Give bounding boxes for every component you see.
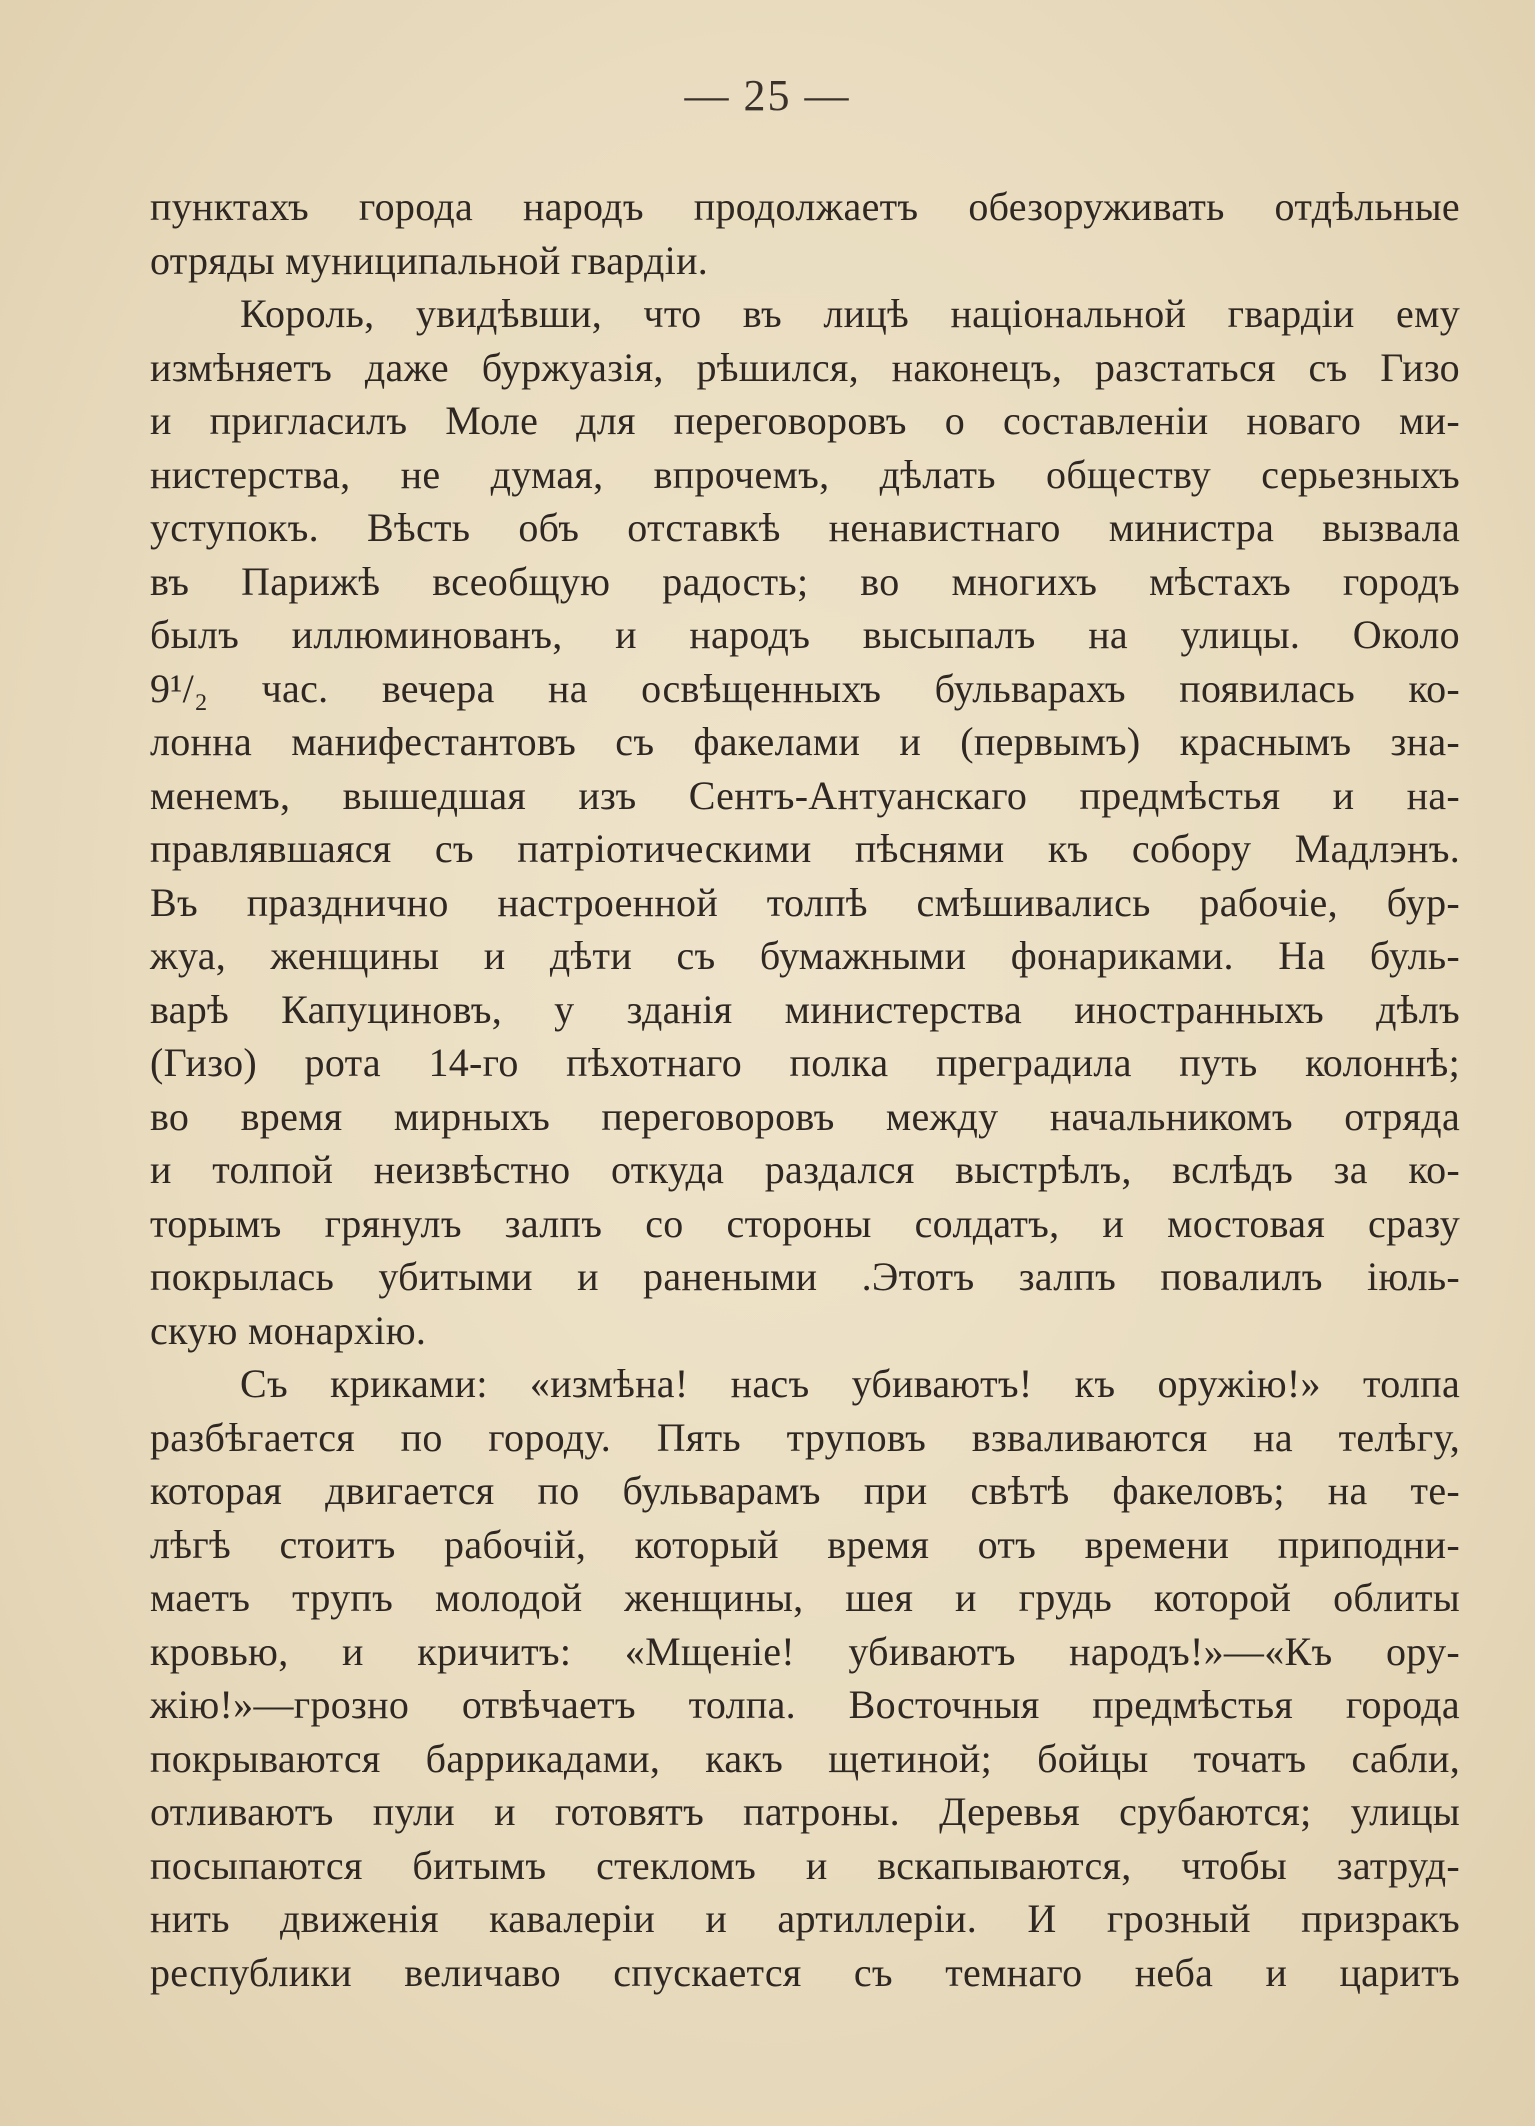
text-line: нить движенія кавалеріи и артиллеріи. И грозный призракъ: [150, 1896, 1460, 1941]
text-line: кровью, и кричитъ: «Мщеніе! убиваютъ народъ!»—«Къ ору-: [150, 1628, 1460, 1674]
text-line: отряды муниципальной гвардіи.: [150, 237, 709, 283]
text-line: измѣняетъ даже буржуазія, рѣшился, наконецъ, разстаться съ Гизо: [150, 344, 1460, 390]
text-line: маетъ трупъ молодой женщины, шея и грудь которой облиты: [150, 1575, 1460, 1620]
text-line: менемъ, вышедшая изъ Сентъ-Антуанскаго предмѣстья и на-: [150, 772, 1460, 818]
text-line: пунктахъ города народъ продолжаетъ обезоруживать отдѣльные: [150, 184, 1460, 229]
text-line: 9¹/₂ час. вечера на освѣщенныхъ бульварахъ появилась ко-: [150, 665, 1460, 711]
text-line: Король, увидѣвши, что въ лицѣ національной гвардіи ему: [240, 291, 1460, 336]
body-text: [150, 180, 1460, 1999]
text-line: республики величаво спускается съ темнаго неба и царитъ: [150, 1949, 1460, 1995]
text-line: лѣгѣ стоитъ рабочій, который время отъ времени приподни-: [150, 1521, 1460, 1567]
text-line: торымъ грянулъ залпъ со стороны солдатъ, и мостовая сразу: [150, 1200, 1460, 1246]
text-line: нистерства, не думая, впрочемъ, дѣлать обществу серьезныхъ: [150, 451, 1460, 497]
text-line: покрываются баррикадами, какъ щетиной; бойцы точатъ сабли,: [150, 1735, 1460, 1781]
text-line: во время мирныхъ переговоровъ между начальникомъ отряда: [150, 1093, 1460, 1139]
text-line: правлявшаяся съ патріотическими пѣснями къ собору Мадлэнъ.: [150, 826, 1460, 871]
text-line: отливаютъ пули и готовятъ патроны. Деревья срубаются; улицы: [150, 1789, 1460, 1834]
text-line: Съ криками: «измѣна! насъ убиваютъ! къ оружію!» толпа: [240, 1361, 1460, 1406]
text-line: покрылась убитыми и ранеными .Этотъ залпъ повалилъ іюль-: [150, 1254, 1460, 1299]
text-line: посыпаются битымъ стекломъ и вскапываются, чтобы затруд-: [150, 1842, 1460, 1888]
text-line: былъ иллюминованъ, и народъ высыпалъ на улицы. Около: [150, 612, 1460, 657]
text-line: жуа, женщины и дѣти съ бумажными фонариками. На буль-: [150, 933, 1460, 978]
page-number: — 25 —: [684, 71, 851, 120]
text-line: Въ празднично настроенной толпѣ смѣшивались рабочіе, бур-: [150, 879, 1460, 925]
text-line: разбѣгается по городу. Пять труповъ взваливаются на телѣгу,: [150, 1414, 1460, 1460]
text-line: и толпой неизвѣстно откуда раздался выстрѣлъ, вслѣдъ за ко-: [150, 1147, 1460, 1192]
text-line: которая двигается по бульварамъ при свѣтѣ факеловъ; на те-: [150, 1468, 1460, 1513]
text-line: (Гизо) рота 14-го пѣхотнаго полка преградила путь колоннѣ;: [150, 1040, 1460, 1085]
text-line: скую монархію.: [150, 1307, 427, 1353]
text-line: и пригласилъ Моле для переговоровъ о составленіи новаго ми-: [150, 398, 1460, 443]
text-line: въ Парижѣ всеобщую радость; во многихъ мѣстахъ городъ: [150, 558, 1460, 604]
text-line: лонна манифестантовъ съ факелами и (первымъ) краснымъ зна-: [150, 719, 1460, 764]
text-line: жію!»—грозно отвѣчаетъ толпа. Восточныя предмѣстья города: [150, 1682, 1460, 1727]
text-line: варѣ Капуциновъ, у зданія министерства иностранныхъ дѣлъ: [150, 986, 1460, 1032]
text-line: уступокъ. Вѣсть объ отставкѣ ненавистнаго министра вызвала: [150, 505, 1460, 550]
